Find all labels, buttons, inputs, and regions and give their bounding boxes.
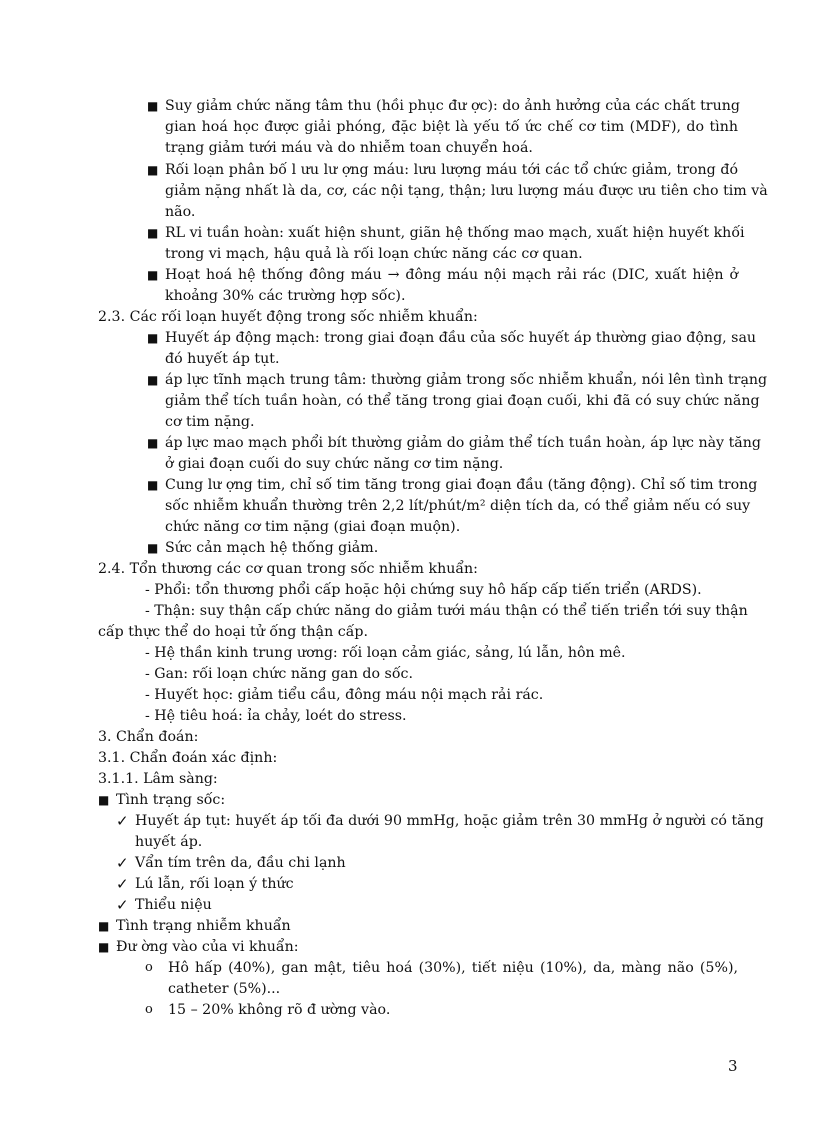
square-bullet-icon: ■ <box>98 793 110 807</box>
bullet-text-line: gian hoá học được giải phóng, đặc biệt là yếu tố ức chế cơ tim (MDF), do tình <box>165 119 738 135</box>
clinical-bullet-text: Tình trạng nhiễm khuẩn <box>116 918 291 934</box>
check-icon: ✓ <box>116 875 129 893</box>
clinical-bullet-text: Đư ờng vào của vi khuẩn: <box>116 939 299 955</box>
square-bullet-icon: ■ <box>98 919 110 933</box>
bullet-text-line: áp lực tĩnh mạch trung tâm: thường giảm trong sốc nhiễm khuẩn, nói lên tình trạng <box>165 372 768 388</box>
bullet-text-line: khoảng 30% các trường hợp sốc). <box>165 288 406 304</box>
check-item-text: Huyết áp tụt: huyết áp tối đa dưới 90 mmHg, hoặc giảm trên 30 mmHg ở người có tăng <box>135 813 764 829</box>
square-bullet-icon: ■ <box>147 436 159 450</box>
square-bullet-icon: ■ <box>147 373 159 387</box>
section-heading-3-1-1: 3.1.1. Lâm sàng: <box>98 771 218 787</box>
organ-damage-item: - Huyết học: giảm tiểu cầu, đông máu nội mạch rải rác. <box>145 687 544 703</box>
organ-damage-item: - Hệ thần kinh trung ương: rối loạn cảm giác, sảng, lú lẫn, hôn mê. <box>145 645 626 661</box>
square-bullet-icon: ■ <box>147 331 159 345</box>
bullet-text-line: áp lực mao mạch phổi bít thường giảm do giảm thể tích tuần hoàn, áp lực này tăng <box>165 435 761 451</box>
check-item-text: huyết áp. <box>135 834 203 850</box>
section-heading-3-1: 3.1. Chẩn đoán xác định: <box>98 750 278 766</box>
square-bullet-icon: ■ <box>98 940 110 954</box>
square-bullet-icon: ■ <box>147 541 159 555</box>
circle-bullet-icon: o <box>145 1002 153 1017</box>
bullet-text-line: cơ tim nặng. <box>165 414 255 430</box>
bullet-text-line: Hoạt hoá hệ thống đông máu → đông máu nội mạch rải rác (DIC, xuất hiện ở <box>165 267 738 283</box>
bullet-text-line: đó huyết áp tụt. <box>165 351 280 367</box>
square-bullet-icon: ■ <box>147 268 159 282</box>
square-bullet-icon: ■ <box>147 226 159 240</box>
check-item-text: Vẩn tím trên da, đầu chi lạnh <box>135 855 346 871</box>
check-item-text: Thiểu niệu <box>135 897 212 913</box>
check-item-text: Lú lẫn, rối loạn ý thức <box>135 876 294 892</box>
bullet-text-line: chức năng cơ tim nặng (giai đoạn muộn). <box>165 519 461 535</box>
organ-damage-item: - Hệ tiêu hoá: ỉa chảy, loét do stress. <box>145 708 407 724</box>
bullet-text-line: RL vi tuần hoàn: xuất hiện shunt, giãn hệ thống mao mạch, xuất hiện huyết khối <box>165 225 745 241</box>
organ-damage-item: - Thận: suy thận cấp chức năng do giảm tưới máu thận có thể tiến triển tới suy thận <box>145 603 748 619</box>
square-bullet-icon: ■ <box>147 478 159 492</box>
check-icon: ✓ <box>116 854 129 872</box>
square-bullet-icon: ■ <box>147 163 159 177</box>
bullet-text-line: giảm thể tích tuần hoàn, có thể tăng trong giai đoạn cuối, khi đã có suy chức năng <box>165 393 760 409</box>
organ-damage-item-continued: cấp thực thể do hoại tử ống thận cấp. <box>98 624 368 640</box>
bullet-text-line: Suy giảm chức năng tâm thu (hồi phục đư ợc): do ảnh hưởng của các chất trung <box>165 98 740 114</box>
section-heading-3: 3. Chẩn đoán: <box>98 729 199 745</box>
bullet-text-line: Sức cản mạch hệ thống giảm. <box>165 540 379 556</box>
bullet-text-line: trạng giảm tưới máu và do nhiễm toan chuyển hoá. <box>165 140 533 156</box>
check-icon: ✓ <box>116 812 129 830</box>
bullet-text-line: sốc nhiễm khuẩn thường trên 2,2 lít/phút/m² diện tích da, có thể giảm nếu có suy <box>165 498 751 514</box>
section-heading-2-4: 2.4. Tổn thương các cơ quan trong sốc nhiễm khuẩn: <box>98 561 478 577</box>
organ-damage-item: - Phổi: tổn thương phổi cấp hoặc hội chứng suy hô hấp cấp tiến triển (ARDS). <box>145 582 702 598</box>
square-bullet-icon: ■ <box>147 99 159 113</box>
bullet-text-line: Rối loạn phân bố l ưu lư ợng máu: lưu lượng máu tới các tổ chức giảm, trong đó <box>165 162 738 178</box>
organ-damage-item: - Gan: rối loạn chức năng gan do sốc. <box>145 666 413 682</box>
sub-bullet-text: Hô hấp (40%), gan mật, tiêu hoá (30%), tiết niệu (10%), da, màng não (5%), <box>168 960 738 976</box>
bullet-text-line: giảm nặng nhất là da, cơ, các nội tạng, thận; lưu lượng máu được ưu tiên cho tim và <box>165 183 768 199</box>
clinical-bullet-text: Tình trạng sốc: <box>116 792 226 808</box>
bullet-text-line: Huyết áp động mạch: trong giai đoạn đầu của sốc huyết áp thường giao động, sau <box>165 330 757 346</box>
circle-bullet-icon: o <box>145 960 153 975</box>
sub-bullet-text: catheter (5%)... <box>168 981 281 997</box>
sub-bullet-text: 15 – 20% không rõ đ ường vào. <box>168 1002 391 1018</box>
page-number: 3 <box>728 1057 738 1075</box>
section-heading-2-3: 2.3. Các rối loạn huyết động trong sốc nhiễm khuẩn: <box>98 309 478 325</box>
bullet-text-line: não. <box>165 204 196 220</box>
bullet-text-line: trong vi mạch, hậu quả là rối loạn chức năng các cơ quan. <box>165 246 583 262</box>
bullet-text-line: Cung lư ợng tim, chỉ số tim tăng trong giai đoạn đầu (tăng động). Chỉ số tim trong <box>165 477 758 493</box>
bullet-text-line: ở giai đoạn cuối do suy chức năng cơ tim nặng. <box>165 456 504 472</box>
check-icon: ✓ <box>116 896 129 914</box>
